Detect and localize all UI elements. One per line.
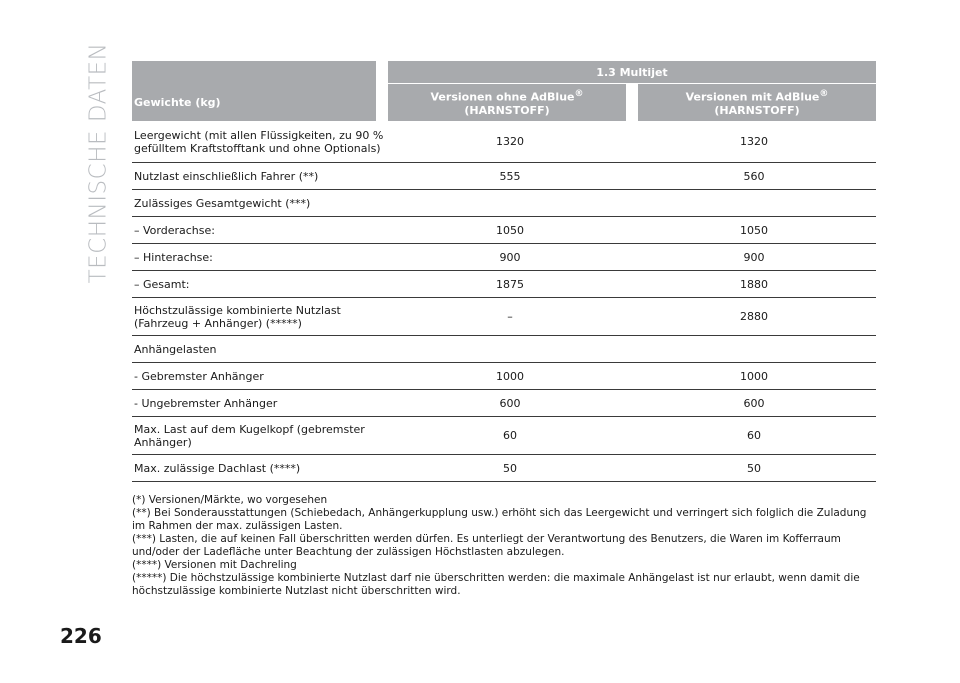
header-col1-line1: Versionen ohne AdBlue bbox=[430, 90, 575, 104]
table-row bbox=[132, 363, 876, 390]
table-row bbox=[132, 217, 876, 244]
value-without-adblue: 1000 bbox=[496, 369, 524, 383]
value-with-adblue: 600 bbox=[743, 396, 765, 410]
value-with-adblue: 1320 bbox=[740, 135, 768, 148]
row-label: Zulässiges Gesamtgewicht (***) bbox=[134, 196, 311, 210]
value-with-adblue: 900 bbox=[743, 250, 765, 264]
value-without-adblue: – bbox=[507, 310, 513, 323]
table-row bbox=[132, 163, 876, 190]
value-without-adblue: 555 bbox=[499, 169, 521, 183]
header-column-separator bbox=[626, 84, 638, 121]
value-without-adblue: 1320 bbox=[496, 135, 524, 148]
value-with-adblue: 60 bbox=[747, 429, 761, 442]
row-label: - Ungebremster Anhänger bbox=[134, 396, 278, 410]
row-label: – Hinterachse: bbox=[134, 250, 213, 264]
value-without-adblue: 1875 bbox=[496, 277, 524, 291]
table-row bbox=[132, 417, 876, 455]
row-label: – Gesamt: bbox=[134, 277, 190, 291]
table-row bbox=[132, 190, 876, 217]
footnote: (****) Versionen mit Dachreling bbox=[132, 559, 297, 571]
header-col2-line2: (HARNSTOFF) bbox=[714, 103, 800, 117]
table-row bbox=[132, 121, 876, 163]
value-with-adblue: 1880 bbox=[740, 277, 768, 291]
header-engine-group: 1.3 Multijet bbox=[596, 65, 668, 79]
footnote: (**) Bei Sonderausstattungen (Schiebedach, Anhängerkupplung usw.) erhöht sich das Leergewicht und verringert sich folglich die Zuladung im Rahmen der max. zulässigen Lasten. bbox=[132, 507, 867, 532]
row-label-line: (Fahrzeug + Anhänger) (*****) bbox=[134, 316, 302, 330]
footnote: (***) Lasten, die auf keinen Fall überschritten werden dürfen. Es unterliegt der Verantwortung des Benutzers, die Waren im Kofferraum und/oder der Ladefläche unter Beachtung der zulässigen Höchstlasten abzulegen. bbox=[132, 533, 841, 558]
section-title-text: TECHNISCHE DATEN bbox=[85, 42, 112, 284]
row-label-line: Anhänger) bbox=[134, 435, 192, 449]
row-label bbox=[132, 298, 388, 335]
value-without-adblue: 900 bbox=[499, 250, 521, 264]
footnote: (*****) Die höchstzulässige kombinierte Nutzlast darf nie überschritten werden: die maximale Anhängelast ist nur erlaubt, wenn damit die höchstzulässige kombinierte Nutzlast nicht überschritten wird. bbox=[132, 572, 860, 597]
row-label: Max. zulässige Dachlast (****) bbox=[134, 461, 301, 475]
table-row bbox=[132, 390, 876, 417]
footnotes bbox=[132, 494, 876, 598]
header-col2-line1: Versionen mit AdBlue bbox=[685, 90, 820, 104]
row-label-line: Max. Last auf dem Kugelkopf (gebremster bbox=[134, 422, 365, 436]
table-row bbox=[132, 336, 876, 363]
table-row bbox=[132, 455, 876, 482]
row-label: Nutzlast einschließlich Fahrer (**) bbox=[134, 169, 319, 183]
header-col1-line2: (HARNSTOFF) bbox=[464, 103, 550, 117]
value-without-adblue: 50 bbox=[503, 461, 517, 475]
row-label bbox=[132, 121, 388, 162]
value-with-adblue: 1050 bbox=[740, 223, 768, 237]
footnote: (*) Versionen/Märkte, wo vorgesehen bbox=[132, 494, 328, 506]
value-without-adblue: 60 bbox=[503, 429, 517, 442]
weights-table bbox=[132, 61, 876, 482]
row-label: Anhängelasten bbox=[134, 342, 217, 356]
page-number: 226 bbox=[60, 624, 102, 648]
table-row bbox=[132, 271, 876, 298]
table-header bbox=[132, 61, 876, 121]
header-weights-label: Gewichte (kg) bbox=[134, 95, 221, 109]
row-label bbox=[132, 417, 388, 454]
value-without-adblue bbox=[388, 336, 632, 362]
value-without-adblue: 1050 bbox=[496, 223, 524, 237]
value-with-adblue bbox=[632, 190, 876, 216]
value-with-adblue: 560 bbox=[743, 169, 765, 183]
value-with-adblue bbox=[632, 336, 876, 362]
header-separator bbox=[376, 61, 388, 121]
registered-mark: ® bbox=[819, 89, 829, 100]
row-label-line: Leergewicht (mit allen Flüssigkeiten, zu 90 % bbox=[134, 128, 384, 142]
row-label: – Vorderachse: bbox=[134, 223, 215, 237]
value-with-adblue: 50 bbox=[747, 461, 761, 475]
row-label: - Gebremster Anhänger bbox=[134, 369, 264, 383]
header-col-without-adblue bbox=[388, 84, 626, 121]
value-without-adblue: 600 bbox=[499, 396, 521, 410]
value-without-adblue bbox=[388, 190, 632, 216]
row-label-line: gefülltem Kraftstofftank und ohne Optionals) bbox=[134, 141, 381, 155]
value-with-adblue: 2880 bbox=[740, 310, 768, 323]
row-label-line: Höchstzulässige kombinierte Nutzlast bbox=[134, 303, 341, 317]
table-row bbox=[132, 244, 876, 271]
section-side-title bbox=[80, 42, 116, 284]
value-with-adblue: 1000 bbox=[740, 369, 768, 383]
header-col-with-adblue bbox=[638, 84, 876, 121]
table-row bbox=[132, 298, 876, 336]
registered-mark: ® bbox=[574, 89, 584, 100]
